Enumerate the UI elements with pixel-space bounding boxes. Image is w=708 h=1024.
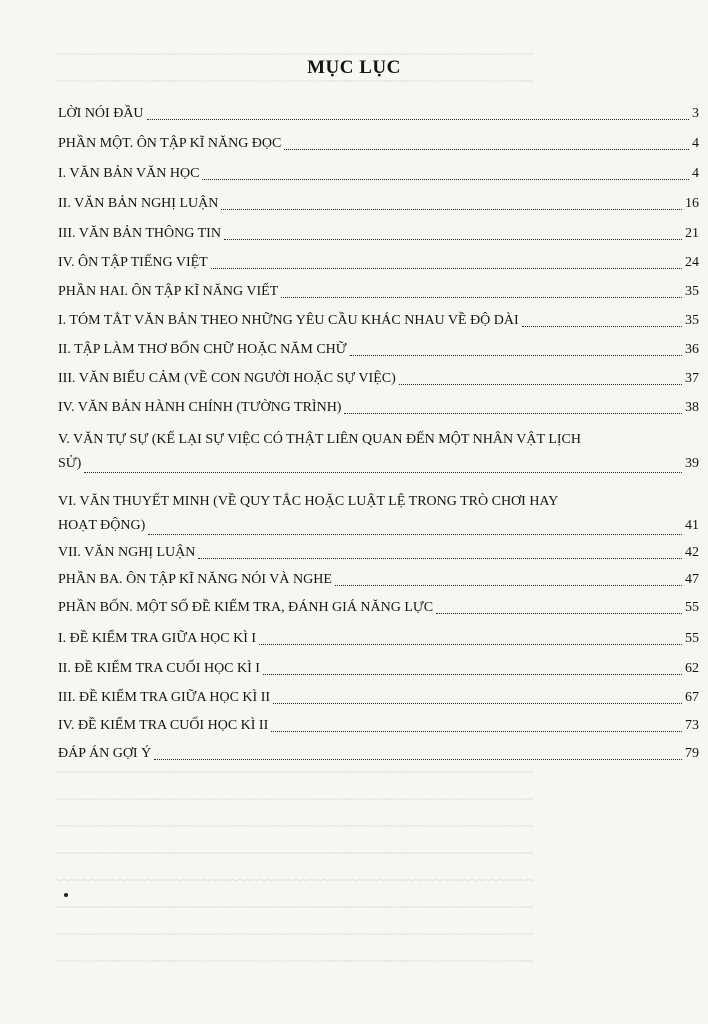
- toc-entry-title: I. TÓM TẮT VĂN BẢN THEO NHỮNG YÊU CẦU KHÁC NHAU VỀ ĐỘ DÀI: [58, 313, 519, 328]
- toc-entry-title: ĐÁP ÁN GỢI Ý: [58, 746, 152, 761]
- toc-entry[interactable]: [58, 717, 699, 735]
- toc-entry[interactable]: [58, 254, 699, 272]
- toc-entry-page: 35: [685, 284, 699, 299]
- toc-entry-title: II. ĐỀ KIỂM TRA CUỐI HỌC KÌ I: [58, 661, 260, 676]
- toc-leader-dots: [202, 179, 689, 180]
- toc-entry[interactable]: [58, 135, 699, 153]
- toc-entry-page: 67: [685, 690, 699, 705]
- toc-entry[interactable]: [58, 399, 699, 417]
- toc-entry-title: III. VĂN BIỂU CẢM (VỀ CON NGƯỜI HOẶC SỰ VIỆC): [58, 371, 396, 386]
- toc-entry-page: 4: [692, 136, 699, 151]
- toc-leader-dots: [263, 674, 682, 675]
- toc-leader-dots: [84, 472, 682, 473]
- toc-entry[interactable]: [58, 490, 699, 538]
- toc-leader-dots: [271, 731, 682, 732]
- toc-entry[interactable]: [58, 544, 699, 562]
- toc-entry-page: 62: [685, 661, 699, 676]
- toc-leader-dots: [335, 585, 682, 586]
- toc-entry-page: 55: [685, 631, 699, 646]
- toc-entry-page: 79: [685, 746, 699, 761]
- toc-entry[interactable]: [58, 312, 699, 330]
- toc-entry[interactable]: [58, 370, 699, 388]
- toc-entry-title: PHẦN HAI. ÔN TẬP KĨ NĂNG VIẾT: [58, 284, 279, 299]
- toc-entry[interactable]: [58, 225, 699, 243]
- toc-entry-page: 24: [685, 255, 699, 270]
- toc-entry[interactable]: [58, 599, 699, 617]
- toc-entry[interactable]: [58, 660, 699, 678]
- toc-entry-page: 41: [685, 518, 699, 533]
- toc-entry-title: IV. ÔN TẬP TIẾNG VIỆT: [58, 255, 208, 270]
- toc-leader-dots: [148, 534, 682, 535]
- ink-dot: [64, 893, 68, 897]
- toc-entry-page: 36: [685, 342, 699, 357]
- toc-leader-dots: [211, 268, 682, 269]
- toc-entry-page: 3: [692, 106, 699, 121]
- toc-entry-page: 16: [685, 196, 699, 211]
- toc-entry-page: 55: [685, 600, 699, 615]
- toc-entry-title: VII. VĂN NGHỊ LUẬN: [58, 545, 196, 560]
- toc-entry-title-continued: SỬ): [58, 456, 82, 471]
- toc-leader-dots: [284, 149, 689, 150]
- toc-entry-page: 39: [685, 456, 699, 471]
- toc-entry-title: IV. VĂN BẢN HÀNH CHÍNH (TƯỜNG TRÌNH): [58, 400, 342, 415]
- toc-entry-page: 38: [685, 400, 699, 415]
- toc-leader-dots: [344, 413, 682, 414]
- toc-entry[interactable]: [58, 341, 699, 359]
- toc-leader-dots: [399, 384, 682, 385]
- toc-entry[interactable]: [58, 283, 699, 301]
- bleed-through-text-bottom: ~~~~~~~~~~~~~~~~~~~~~~~~~~~~~~~~~~~~~~~~~~~~~~~~~~~~~~~~~~~~~~~~~~~~ ~~~~~~~~~~~~~~~~~~~~~~~~~~~~~~~~~~~~~~~~~~~~~~~~~~~~~~~~~~~~~~~~~~~~ ~~~~~~~~~~~~~~~~~~~~~~~~~~~~~~~~~~~~~~~~~~~~~~~~~~~~~~~~~~~~~~~~~~~~ ~~~~~~~~~~~~~~~~~~~~~~~~~~~~~~~~~~~~~~~~~~~~~~~~~~~~~~~~~~~~~~~~~~~~ ~~~~~~~~~~~~~~~~~~~~~~~~~~~~~~~~~~~~~~~~~~~~~~~~~~~~~~~~~~~~~~~~~~~~ ~~~~~~~~~~~~~~~~~~~~~~~~~~~~~~~~~~~~~~~~~~~~~~~~~~~~~~~~~~~~~~~~~~~~ ~~~~~~~~~~~~~~~~~~~~~~~~~~~~~~~~~~~~~~~~~~~~~~~~~~~~~~~~~~~~~~~~~~~~ ~~~~~~~~~~~~~~~~~~~~~~~~~~~~~~~~~~~~~~~~~~~~~~~~~~~~~~~~~~~~~~~~~~~~: [55, 764, 534, 968]
- toc-leader-dots: [436, 613, 682, 614]
- toc-entry-title: II. TẬP LÀM THƠ BỐN CHỮ HOẶC NĂM CHỮ: [58, 342, 347, 357]
- toc-entry-page: 4: [692, 166, 699, 181]
- bleed-through-text-top: ~~~~~~~~~~~~~~~~~~~~~~~~~~~~~~~~~~~~~~~~~~~~~~~~~~~~~~~~~~~~~~~~~~~~ ~~~~~~~~~~~~~~~~~~~~~~~~~~~~~~~~~~~~~~~~~~~~~~~~~~~~~~~~~~~~~~~~~~~~: [55, 46, 534, 88]
- toc-entry[interactable]: [58, 195, 699, 213]
- toc-entry-page: 35: [685, 313, 699, 328]
- toc-entry-title: PHẦN BA. ÔN TẬP KĨ NĂNG NÓI VÀ NGHE: [58, 572, 332, 587]
- toc-entry-title: V. VĂN TỰ SỰ (KỂ LẠI SỰ VIỆC CÓ THẬT LIÊN QUAN ĐẾN MỘT NHÂN VẬT LỊCH: [58, 432, 581, 447]
- toc-entry-title: PHẦN BỐN. MỘT SỐ ĐỀ KIỂM TRA, ĐÁNH GIÁ NĂNG LỰC: [58, 600, 434, 615]
- toc-entry[interactable]: [58, 571, 699, 589]
- toc-entry-page: 73: [685, 718, 699, 733]
- toc-entry-title: I. VĂN BẢN VĂN HỌC: [58, 166, 200, 181]
- page-title: MỤC LỤC: [307, 57, 401, 78]
- toc-entry-page: 47: [685, 572, 699, 587]
- toc-entry-title: PHẦN MỘT. ÔN TẬP KĨ NĂNG ĐỌC: [58, 136, 282, 151]
- toc-entry[interactable]: [58, 689, 699, 707]
- toc-entry-page: 42: [685, 545, 699, 560]
- toc-entry[interactable]: [58, 105, 699, 123]
- toc-entry-title: VI. VĂN THUYẾT MINH (VỀ QUY TẮC HOẶC LUẬT LỆ TRONG TRÒ CHƠI HAY: [58, 494, 559, 509]
- toc-entry-title: I. ĐỀ KIỂM TRA GIỮA HỌC KÌ I: [58, 631, 257, 646]
- toc-entry-title: IV. ĐỀ KIỂM TRA CUỐI HỌC KÌ II: [58, 718, 269, 733]
- toc-entry-title-continued: HOẠT ĐỘNG): [58, 518, 146, 533]
- toc-leader-dots: [147, 119, 689, 120]
- toc-entry[interactable]: [58, 630, 699, 648]
- toc-leader-dots: [198, 558, 682, 559]
- toc-entry[interactable]: [58, 165, 699, 183]
- toc-entry-page: 21: [685, 226, 699, 241]
- toc-leader-dots: [350, 355, 682, 356]
- toc-leader-dots: [273, 703, 682, 704]
- toc-leader-dots: [259, 644, 682, 645]
- toc-leader-dots: [522, 326, 682, 327]
- toc-leader-dots: [221, 209, 682, 210]
- toc-entry-title: III. ĐỀ KIỂM TRA GIỮA HỌC KÌ II: [58, 690, 271, 705]
- toc-leader-dots: [281, 297, 682, 298]
- toc-entry-page: 37: [685, 371, 699, 386]
- toc-entry-title: LỜI NÓI ĐẦU: [58, 106, 144, 121]
- toc-entry[interactable]: [58, 428, 699, 476]
- toc-entry-title: II. VĂN BẢN NGHỊ LUẬN: [58, 196, 219, 211]
- toc-entry-title: III. VĂN BẢN THÔNG TIN: [58, 226, 221, 241]
- toc-leader-dots: [224, 239, 682, 240]
